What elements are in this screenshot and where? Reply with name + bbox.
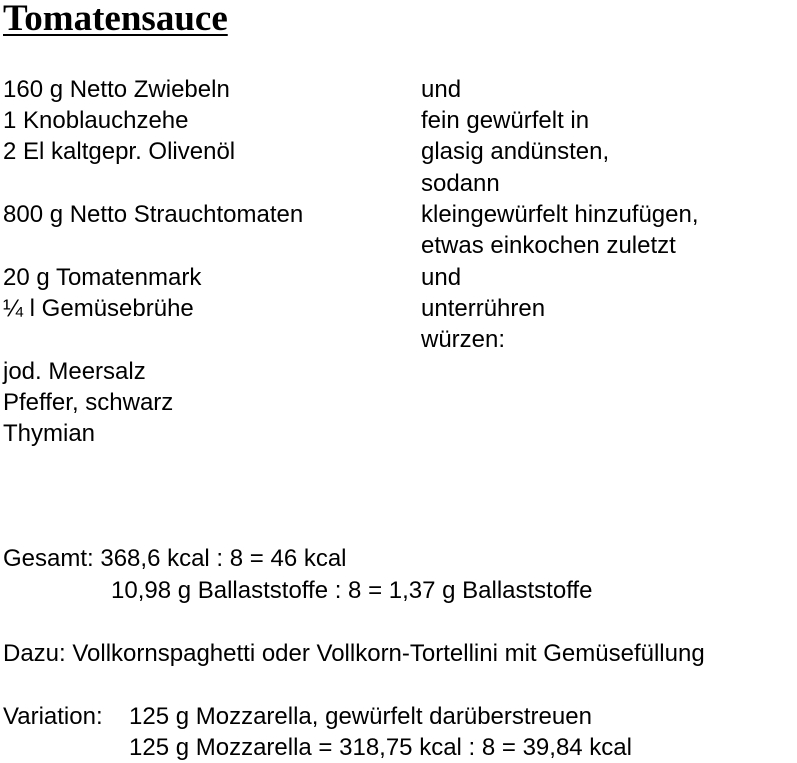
ingredient-vegetable-broth: ¼ l Gemüsebrühe bbox=[3, 295, 194, 322]
variation-line-1: 125 g Mozzarella, gewürfelt darüberstreuen bbox=[129, 703, 592, 730]
serving-suggestion: Dazu: Vollkornspaghetti oder Vollkorn-Tortellini mit Gemüsefüllung bbox=[3, 640, 705, 667]
variation-line-2: 125 g Mozzarella = 318,75 kcal : 8 = 39,84 kcal bbox=[129, 734, 632, 761]
ingredient-tomatoes: 800 g Netto Strauchtomaten bbox=[3, 201, 304, 228]
instruction-line: sodann bbox=[421, 170, 500, 197]
seasoning-thyme: Thymian bbox=[3, 420, 96, 447]
seasoning-salt: jod. Meersalz bbox=[3, 358, 146, 385]
instruction-line: würzen: bbox=[421, 326, 506, 353]
ingredient-tomato-paste: 20 g Tomatenmark bbox=[3, 264, 202, 291]
instruction-line: unterrühren bbox=[421, 295, 546, 322]
instruction-line: glasig andünsten, bbox=[421, 138, 610, 165]
ingredient-garlic: 1 Knoblauchzehe bbox=[3, 107, 189, 134]
instruction-line: und bbox=[421, 264, 462, 291]
totals-fiber: 10,98 g Ballaststoffe : 8 = 1,37 g Ballaststoffe bbox=[111, 577, 593, 604]
variation-label: Variation: bbox=[3, 703, 103, 730]
totals-kcal: Gesamt: 368,6 kcal : 8 = 46 kcal bbox=[3, 545, 347, 572]
ingredient-onions: 160 g Netto Zwiebeln bbox=[3, 76, 230, 103]
instruction-line: und bbox=[421, 76, 462, 103]
seasoning-pepper: Pfeffer, schwarz bbox=[3, 389, 174, 416]
instruction-line: fein gewürfelt in bbox=[421, 107, 590, 134]
ingredient-olive-oil: 2 El kaltgepr. Olivenöl bbox=[3, 138, 236, 165]
instruction-line: kleingewürfelt hinzufügen, bbox=[421, 201, 699, 228]
page-title: Tomatensauce bbox=[3, 0, 228, 39]
instruction-line: etwas einkochen zuletzt bbox=[421, 232, 676, 259]
